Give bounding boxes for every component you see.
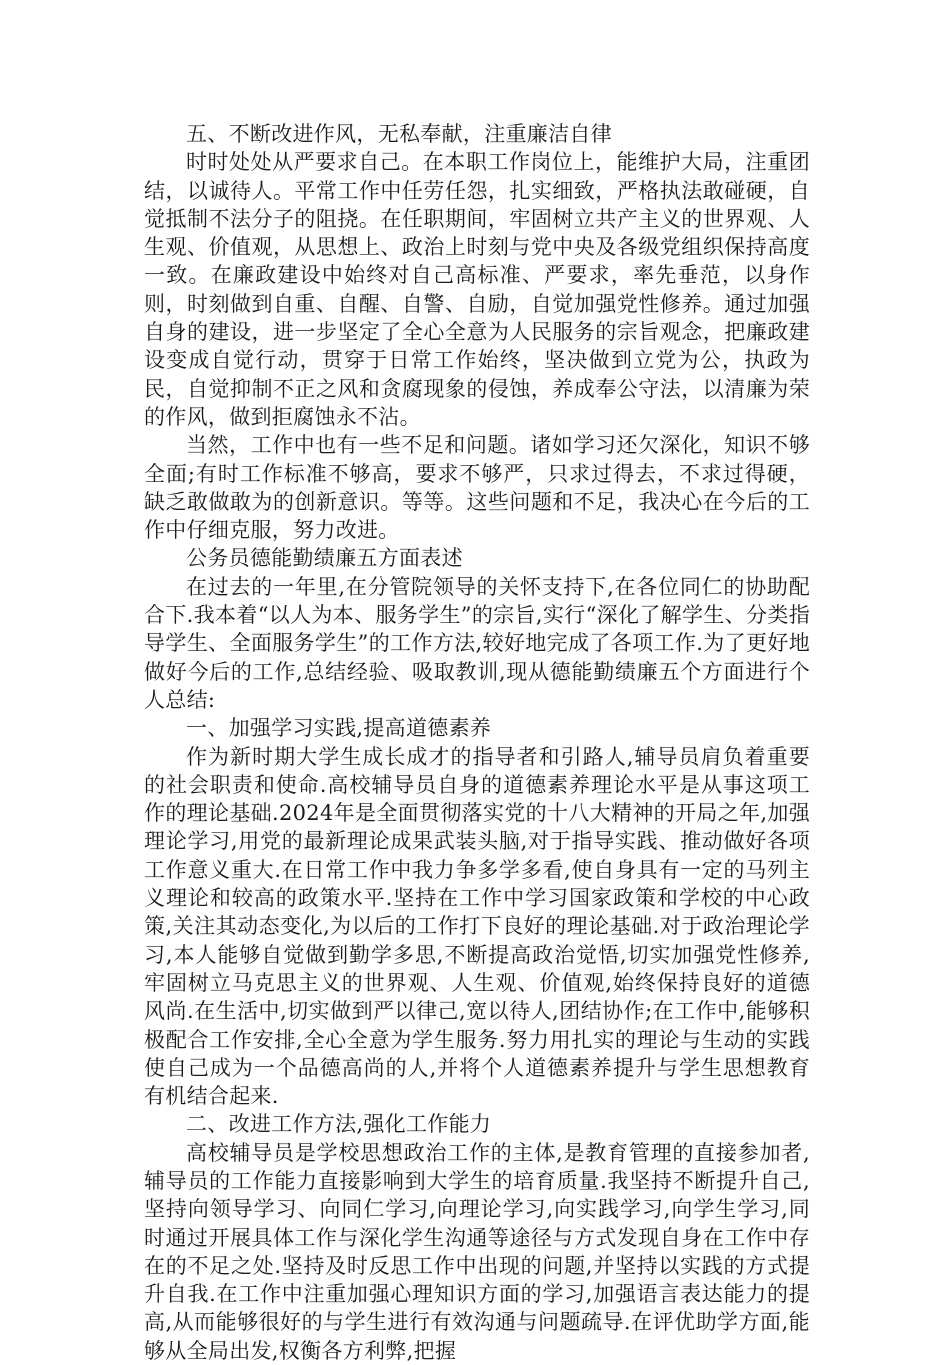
paragraph-intro: 在过去的一年里,在分管院领导的关怀支持下,在各位同仁的协助配合下.我本着“以人为本、服务学生”的宗旨,实行“深化了解学生、分类指导学生、全面服务学生”的工作方法,较好地完成了各项工作.为了更好地做好今后的工作,总结经验、吸取教训,现从德能勤绩廉五个方面进行个人总结: (144, 574, 810, 712)
document-body (144, 120, 810, 1365)
paragraph-integrity: 时时处处从严要求自己。在本职工作岗位上，能维护大局，注重团结，以诚待人。平常工作中任劳任怨，扎实细致，严格执法敢碰硬，自觉抵制不法分子的阻挠。在任职期间，牢固树立共产主义的世界观、人生观、价值观，从思想上、政治上时刻与党中央及各级党组织保持高度一致。在廉政建设中始终对自己高标准、严要求，率先垂范，以身作则，时刻做到自重、自醒、自警、自励，自觉加强党性修养。通过加强自身的建设，进一步坚定了全心全意为人民服务的宗旨观念，把廉政建设变成自觉行动，贯穿于日常工作始终，坚决做到立党为公，执政为民，自觉抑制不正之风和贪腐现象的侵蚀，养成奉公守法，以清廉为荣的作风，做到拒腐蚀永不沾。 (144, 150, 810, 429)
section-heading-five: 五、不断改进作风，无私奉献，注重廉洁自律 (186, 122, 612, 146)
section-heading-two: 二、改进工作方法,强化工作能力 (186, 1112, 492, 1137)
section-heading-one: 一、加强学习实践,提高道德素养 (186, 716, 492, 741)
document-title: 公务员德能勤绩廉五方面表述 (186, 546, 463, 571)
paragraph-study-practice: 作为新时期大学生成长成才的指导者和引路人,辅导员肩负着重要的社会职责和使命.高校辅导员自身的道德素养理论水平是从事这项工作的理论基础.2024年是全面贯彻落实党的十八大精神的开局之年,加强理论学习,用党的最新理论成果武装头脑,对于指导实践、推动做好各项工作意义重大.在日常工作中我力争多学多看,使自身具有一定的马列主义理论和较高的政策水平.坚持在工作中学习国家政策和学校的中心政策,关注其动态变化,为以后的工作打下良好的理论基础.对于政治理论学习,本人能够自觉做到勤学多思,不断提高政治觉悟,切实加强党性修养,牢固树立马克思主义的世界观、人生观、价值观,始终保持良好的道德风尚.在生活中,切实做到严以律己,宽以待人,团结协作;在工作中,能够积极配合工作安排,全心全意为学生服务.努力用扎实的理论与生动的实践使自己成为一个品德高尚的人,并将个人道德素养提升与学生思想教育有机结合起来. (144, 744, 810, 1109)
paragraph-work-method: 高校辅导员是学校思想政治工作的主体,是教育管理的直接参加者,辅导员的工作能力直接影响到大学生的培育质量.我坚持不断提升自己,坚持向领导学习、向同仁学习,向理论学习,向实践学习,向学生学习,同时通过开展具体工作与深化学生沟通等途径与方式发现自身在工作中存在的不足之处.坚持及时反思工作中出现的问题,并坚持以实践的方式提升自我.在工作中注重加强心理知识方面的学习,加强语言表达能力的提高,从而能够很好的与学生进行有效沟通与问题疏导.在评优助学方面,能够从全局出发,权衡各方利弊,把握 (144, 1140, 810, 1363)
paragraph-shortcomings: 当然，工作中也有一些不足和问题。诸如学习还欠深化，知识不够全面;有时工作标准不够高，要求不够严，只求过得去，不求过得硬，缺乏敢做敢为的创新意识。等等。这些问题和不足，我决心在今后的工作中仔细克服，努力改进。 (144, 433, 810, 543)
